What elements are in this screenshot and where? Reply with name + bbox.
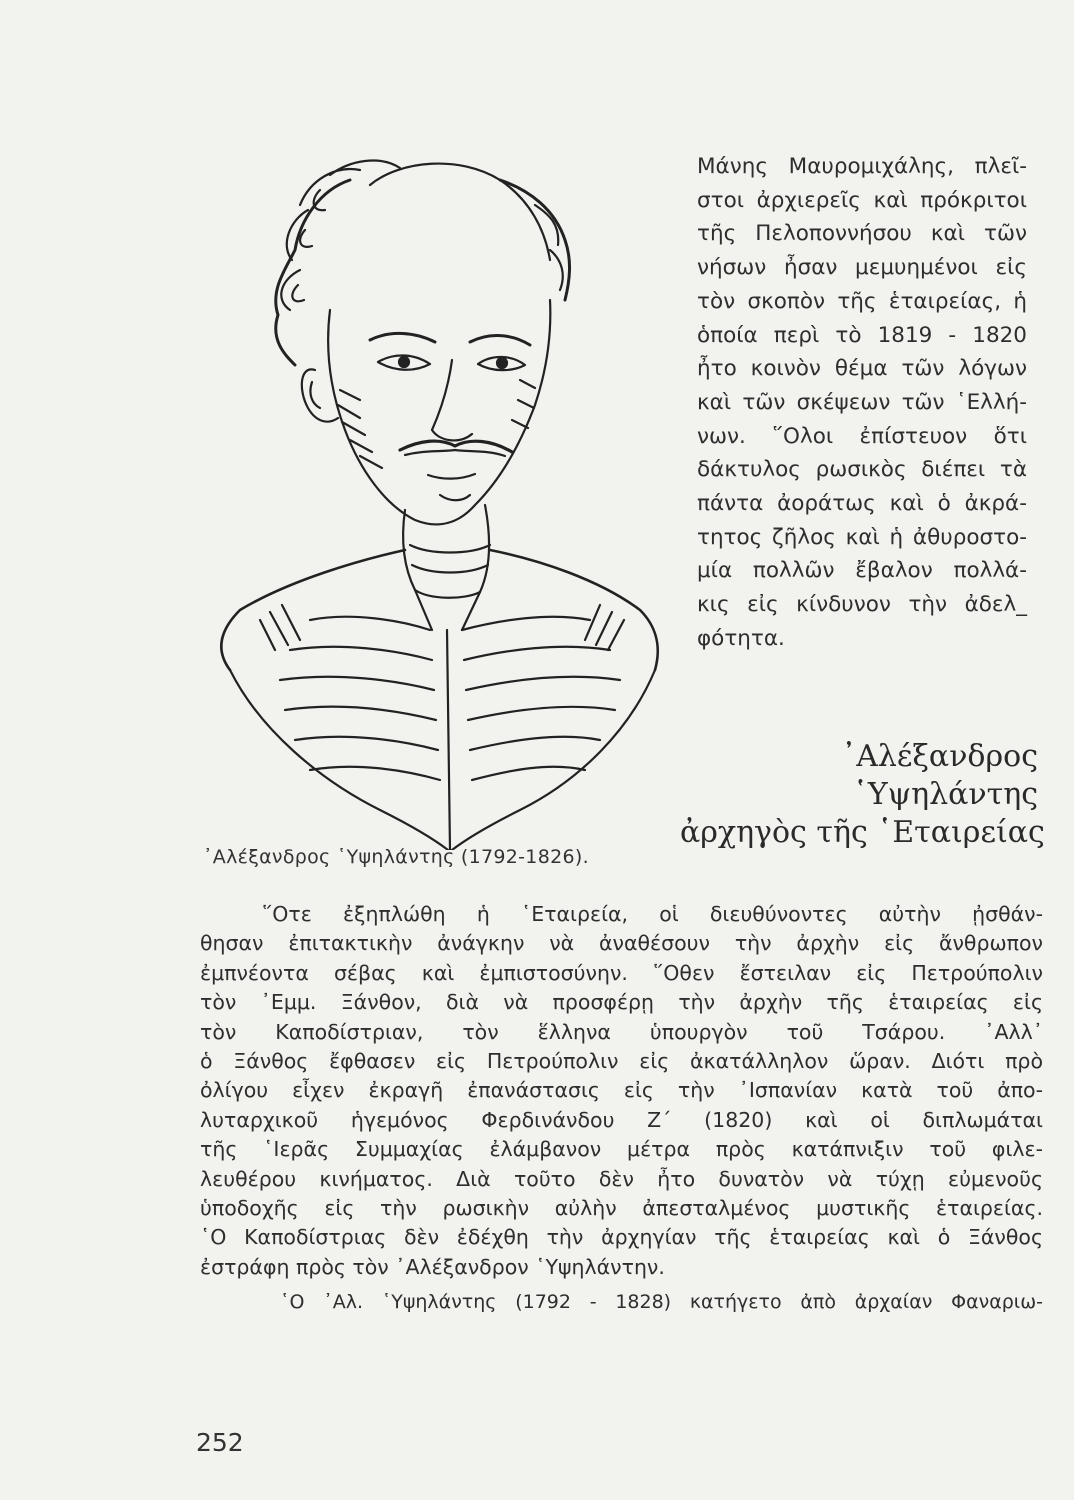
body-line: λευθέρου κινήματος. Διὰ τοῦτο δὲν ἦτο δυνατὸν νὰ τύχῃ εὐμενοῦς <box>200 1166 1043 1191</box>
side-line: Μάνης Μαυρομιχάλης, πλεῖ- <box>697 154 1027 179</box>
body-line: ῞Οτε ἐξηπλώθη ἡ ῾Εταιρεία, οἱ διευθύνοντες αὐτὴν ᾐσθάν- <box>262 902 1043 926</box>
side-line: τητος ζῆλος καὶ ἡ ἀθυροστο- <box>697 524 1027 550</box>
body-paragraph <box>200 900 1043 1318</box>
body-line: θησαν ἐπιτακτικὴν ἀνάγκην νὰ ἀναθέσουν τὴν ἀρχὴν εἰς ἄνθρωπον <box>200 931 1043 956</box>
body-line: ὀλίγου εἶχεν ἐκραγῆ ἐπανάστασις εἰς τὴν ᾿Ισπανίαν κατὰ τοῦ ἀπο- <box>200 1078 1043 1103</box>
side-line: δάκτυλος ρωσικὸς διέπει τὰ <box>697 457 1027 483</box>
side-line: νήσων ἦσαν μεμυημένοι εἰς <box>697 255 1027 281</box>
side-line: καὶ τῶν σκέψεων τῶν ῾Ελλή- <box>697 389 1027 415</box>
body-line: λυταρχικοῦ ἡγεμόνος Φερδινάνδου Ζ΄ (1820) καὶ οἱ διπλωμάται <box>200 1107 1043 1132</box>
side-line: μία πολλῶν ἔβαλον πολλά- <box>697 558 1027 584</box>
heading-line: ᾿Αλέξανδρος <box>841 739 1038 774</box>
heading-line: ῾Υψηλάντης <box>852 777 1038 812</box>
side-line: ἦτο κοινὸν θέμα τῶν λόγων <box>697 356 1027 382</box>
side-paragraph <box>697 150 1027 656</box>
heading-line: ἀρχηγὸς τῆς ῾Εταιρείας <box>680 815 1045 850</box>
page-number: 252 <box>196 1428 244 1457</box>
side-line: τὸν σκοπὸν τῆς ἑταιρείας, ἡ <box>697 288 1027 314</box>
body-line: ὁ Ξάνθος ἔφθασεν εἰς Πετρούπολιν εἰς ἀκατάλληλον ὥραν. Διότι πρὸ <box>200 1049 1043 1074</box>
body-line: ἐστράφη πρὸς τὸν ᾿Αλέξανδρον ῾Υψηλάντην. <box>200 1254 665 1279</box>
side-line: στοι ἀρχιερεῖς καὶ πρόκριτοι <box>697 187 1027 213</box>
side-line: φότητα. <box>697 625 785 651</box>
side-line: κις εἰς κίνδυνον τὴν ἀδελ_ <box>697 592 1027 618</box>
portrait-caption: ᾿Αλέξανδρος ῾Υψηλάντης (1792-1826). <box>203 846 589 868</box>
side-line: νων. ῞Ολοι ἐπίστευον ὅτι <box>697 423 1027 449</box>
body-next-paragraph-line: ῾Ο ᾿Αλ. ῾Υψηλάντης (1792 - 1828) κατήγετο ἀπὸ ἀρχαίαν Φαναριω- <box>280 1291 1043 1314</box>
section-heading <box>680 738 1045 852</box>
body-line: τὸν ᾿Εμμ. Ξάνθον, διὰ νὰ προσφέρῃ τὴν ἀρχὴν τῆς ἑταιρείας εἰς <box>200 990 1043 1015</box>
side-line: τῆς Πελοποννήσου καὶ τῶν <box>697 221 1027 247</box>
side-line: πάντα ἀοράτως καὶ ὁ ἀκρά- <box>697 491 1027 517</box>
portrait-illustration <box>200 150 670 850</box>
body-line: τὸν Καποδίστριαν, τὸν ἕλληνα ὑπουργὸν τοῦ Τσάρου. ᾿Αλλ᾿ <box>200 1019 1043 1044</box>
body-line: ῾Ο Καποδίστριας δὲν ἐδέχθη τὴν ἀρχηγίαν τῆς ἑταιρείας καὶ ὁ Ξάνθος <box>200 1225 1043 1250</box>
side-line: ὁποία περὶ τὸ 1819 - 1820 <box>697 322 1027 348</box>
body-line: ἐμπνέοντα σέβας καὶ ἐμπιστοσύνην. ῞Οθεν ἔστειλαν εἰς Πετρούπολιν <box>200 960 1043 985</box>
body-line: ὑποδοχῆς εἰς τὴν ρωσικὴν αὐλὴν ἀπεσταλμένος μυστικῆς ἑταιρείας. <box>200 1196 1043 1221</box>
body-line: τῆς ῾Ιερᾶς Συμμαχίας ἐλάμβανον μέτρα πρὸς κατάπνιξιν τοῦ φιλε- <box>200 1137 1043 1162</box>
